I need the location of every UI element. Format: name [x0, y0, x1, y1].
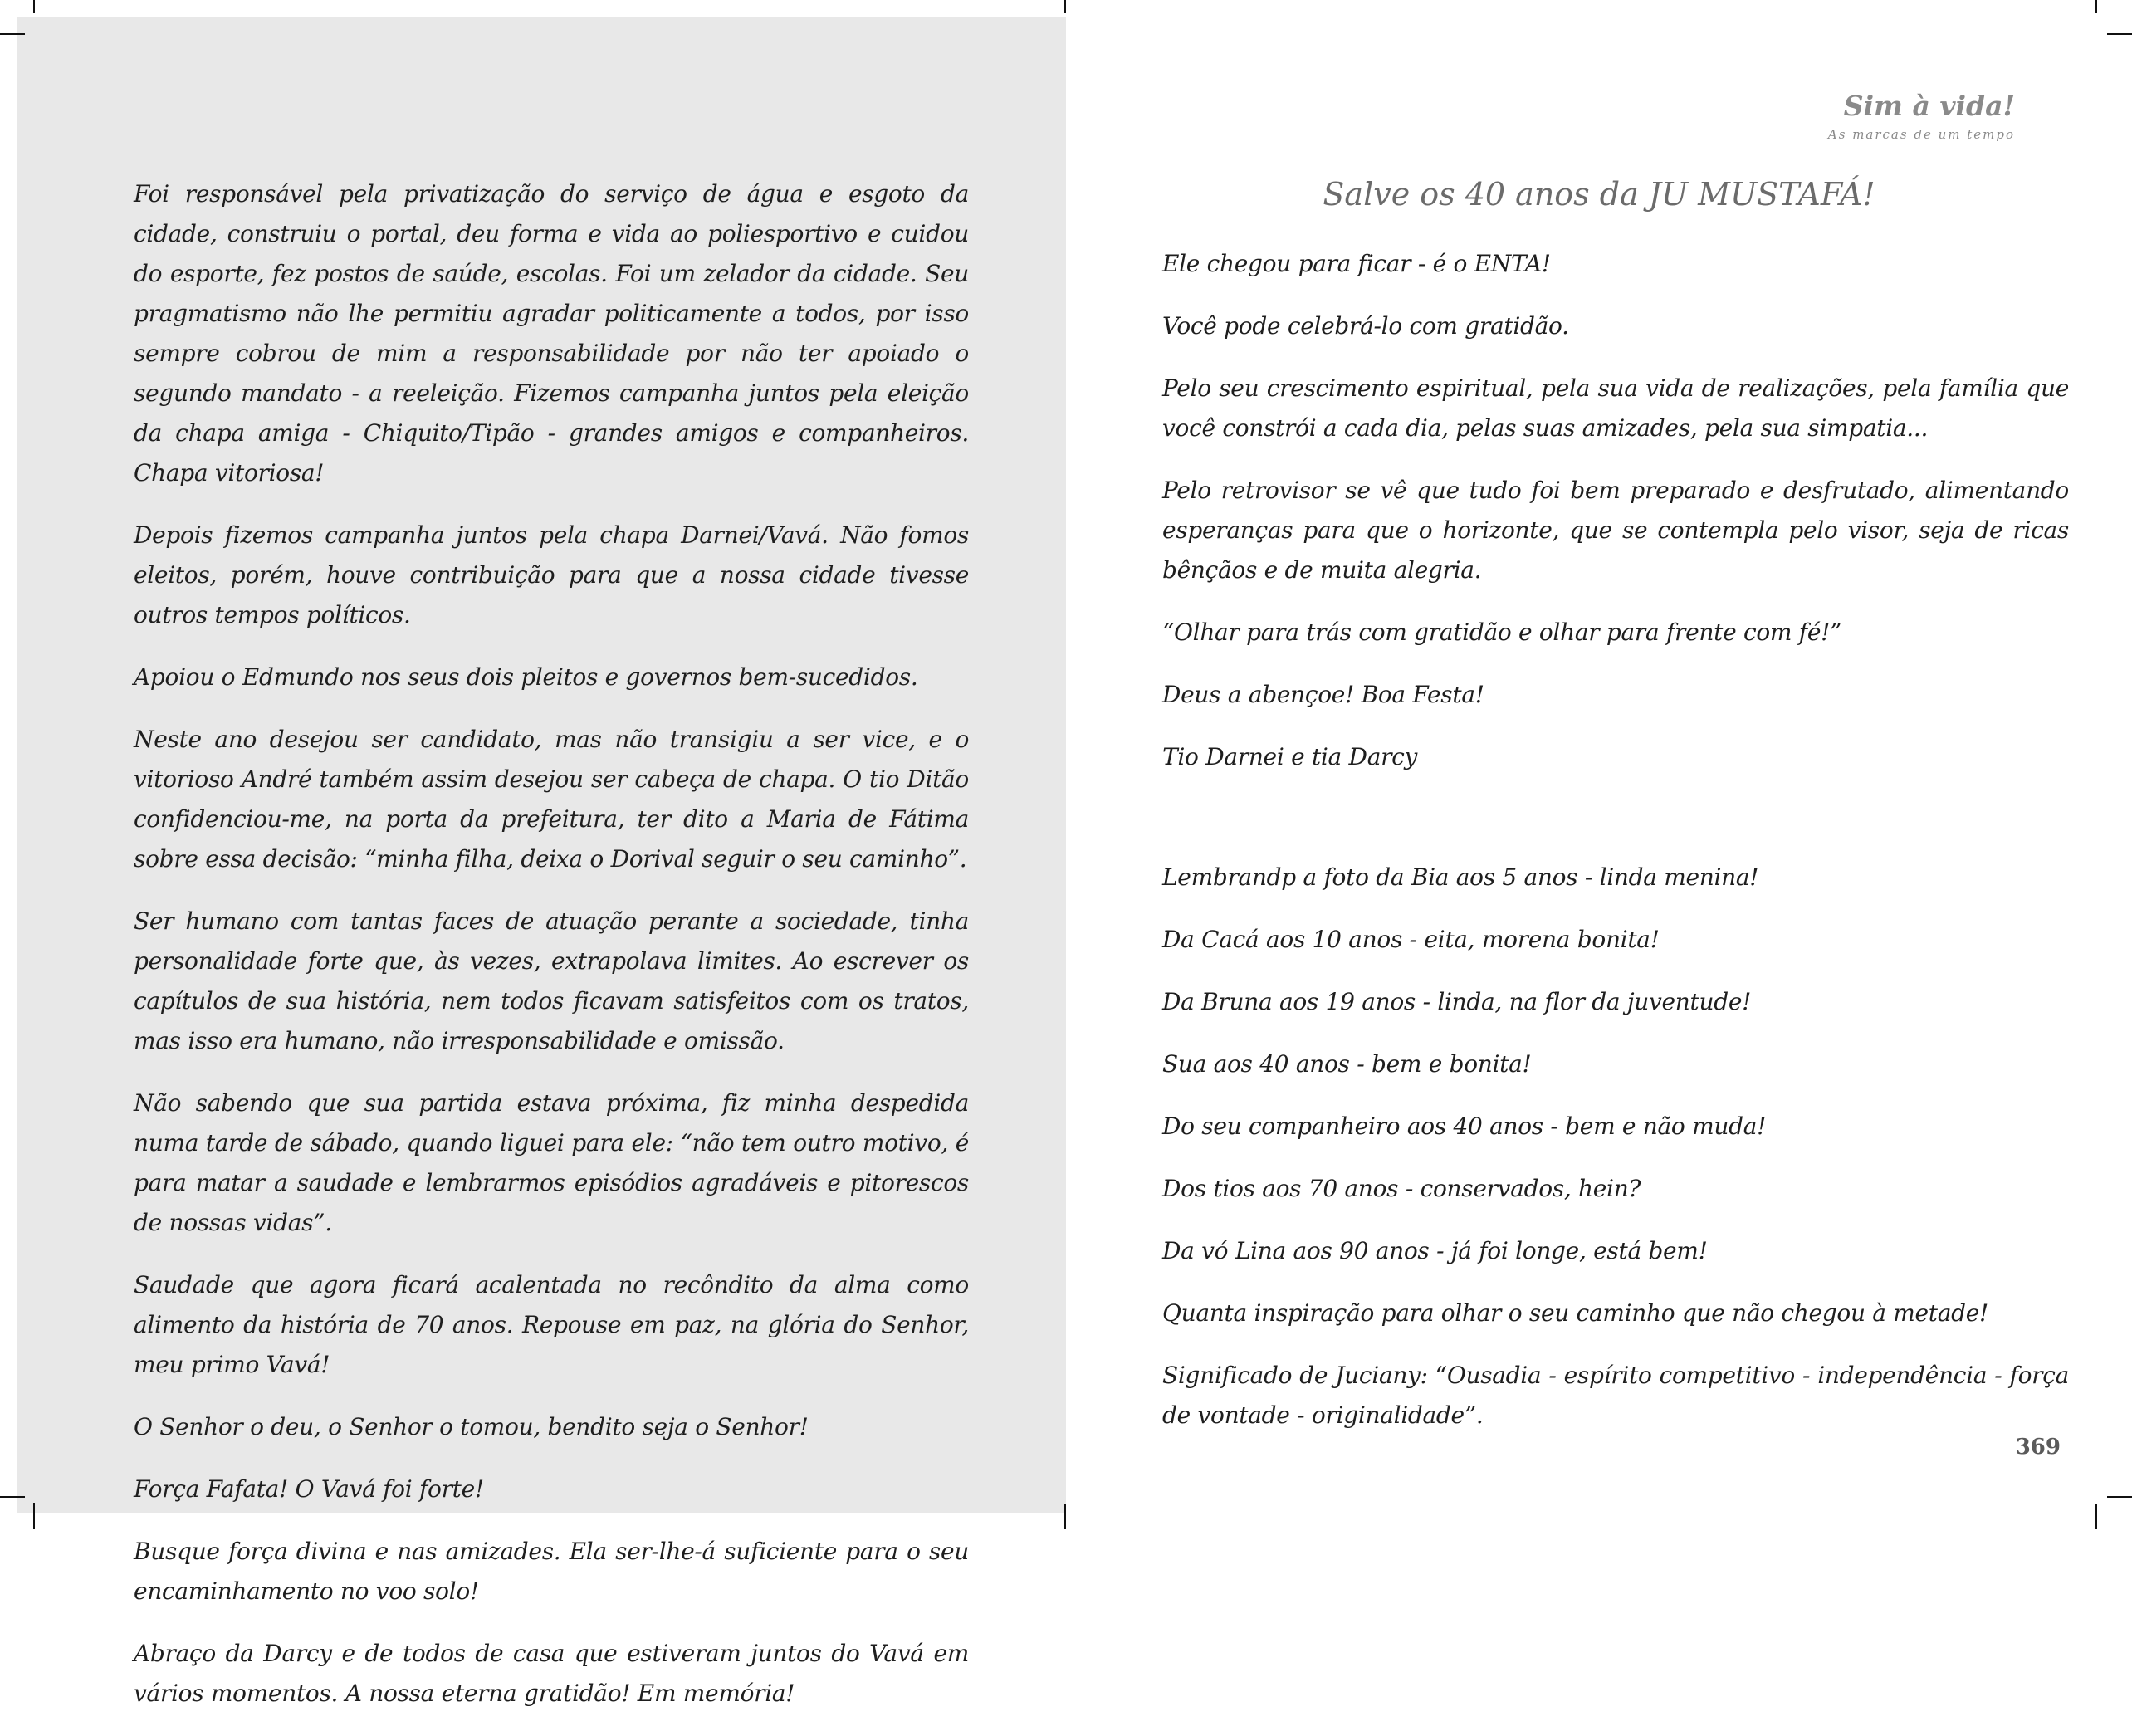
trim-mark [33, 1503, 35, 1529]
paragraph: Depois fizemos campanha juntos pela chapa Darnei/Vavá. Não fomos eleitos, porém, houve contribuição para que a nossa cidade tivesse outros tempos políticos. [134, 521, 969, 628]
paragraph: Busque força divina e nas amizades. Ela ser-lhe-á suficiente para o seu encaminhamento no voo solo! [134, 1538, 969, 1605]
paragraph: Deus a abençoe! Boa Festa! [1162, 681, 1484, 708]
paragraph: Pelo seu crescimento espiritual, pela sua vida de realizações, pela família que você constrói a cada dia, pelas suas amizades, pela sua simpatia... [1162, 374, 2069, 442]
trim-mark [2095, 1504, 2097, 1529]
paragraph: Não sabendo que sua partida estava próxima, fiz minha despedida numa tarde de sábado, quando liguei para ele: “não tem outro motivo, é para matar a saudade e lembrarmos episódios agradáveis e pitorescos de nossas vidas”. [134, 1089, 969, 1236]
paragraph: Da Cacá aos 10 anos - eita, morena bonita! [1162, 926, 1660, 953]
signature-line: Tio Darnei e tia Darcy [1162, 743, 1418, 770]
left-page-body [134, 174, 969, 1736]
paragraph: Lembrandp a foto da Bia aos 5 anos - linda menina! [1162, 863, 1759, 891]
paragraph: Da vó Lina aos 90 anos - já foi longe, está bem! [1162, 1237, 1708, 1264]
paragraph: Dos tios aos 70 anos - conservados, hein? [1162, 1175, 1641, 1202]
section-gap [1162, 800, 2069, 858]
trim-mark [0, 1496, 25, 1498]
right-page [1066, 0, 2132, 1529]
paragraph: Apoiou o Edmundo nos seus dois pleitos e governos bem-sucedidos. [134, 663, 918, 691]
paragraph: O Senhor o deu, o Senhor o tomou, bendito seja o Senhor! [134, 1413, 809, 1440]
paragraph: Saudade que agora ficará acalentada no recôndito da alma como alimento da história de 70 anos. Repouse em paz, na glória do Senhor, meu primo Vavá! [134, 1271, 969, 1378]
paragraph: Força Fafata! O Vavá foi forte! [134, 1475, 484, 1503]
paragraph: Foi responsável pela privatização do serviço de água e esgoto da cidade, construiu o portal, deu forma e vida ao poliesportivo e cuidou do esporte, fez postos de saúde, escolas. Foi um zelador da cidade. Seu pragmatismo não lhe permitiu agradar politicamente a todos, por isso sempre cobrou de mim a responsabilidade por não ter apoiado o segundo mandato - a reeleição. Fizemos campanha juntos pela eleição da chapa amiga - Chiquito/Tipão - grandes amigos e companheiros. Chapa vitoriosa! [134, 180, 969, 487]
paragraph: Ser humano com tantas faces de atuação perante a sociedade, tinha personalidade forte que, às vezes, extrapolava limites. Ao escrever os capítulos de sua história, nem todos ficavam satisfeitos com os tratos, mas isso era humano, não irresponsabilidade e omissão. [134, 907, 969, 1054]
paragraph: Neste ano desejou ser candidato, mas não transigiu a ser vice, e o vitorioso André também assim desejou ser cabeça de chapa. O tio Ditão confidenciou-me, na porta da prefeitura, ter dito a Maria de Fátima sobre essa decisão: “minha filha, deixa o Dorival seguir o seu caminho”. [134, 726, 969, 873]
trim-mark [33, 0, 35, 13]
trim-mark [2095, 0, 2097, 13]
paragraph: “Olhar para trás com gratidão e olhar para frente com fé!” [1162, 619, 1842, 646]
paragraph: Abraço da Darcy e de todos de casa que estiveram juntos do Vavá em vários momentos. A nossa eterna gratidão! Em memória! [134, 1640, 969, 1707]
running-subtitle: As marcas de um tempo [1827, 127, 2015, 142]
paragraph: Você pode celebrá-lo com gratidão. [1162, 312, 1569, 340]
paragraph: Quanta inspiração para olhar o seu caminho que não chegou à metade! [1162, 1299, 1988, 1327]
paragraph: Sua aos 40 anos - bem e bonita! [1162, 1050, 1532, 1078]
running-title: Sim à vida! [1843, 90, 2015, 122]
left-page [0, 0, 1066, 1707]
trim-mark [0, 33, 25, 35]
paragraph: Ele chegou para ficar - é o ENTA! [1162, 250, 1551, 277]
trim-mark [2107, 33, 2132, 35]
poem-title: Salve os 40 anos da JU MUSTAFÁ! [1323, 176, 1875, 213]
paragraph: Do seu companheiro aos 40 anos - bem e não muda! [1162, 1113, 1767, 1140]
paragraph: Pelo retrovisor se vê que tudo foi bem preparado e desfrutado, alimentando esperanças para que o horizonte, que se contempla pelo visor, seja de ricas bênçãos e de muita alegria. [1162, 477, 2069, 584]
paragraph: Significado de Juciany: “Ousadia - espírito competitivo - independência - força de vontade - originalidade”. [1162, 1362, 2069, 1429]
right-page-body [1162, 244, 2069, 1458]
page-number: 369 [2015, 1435, 2061, 1460]
paragraph: Da Bruna aos 19 anos - linda, na flor da juventude! [1162, 988, 1752, 1015]
trim-mark [2107, 1496, 2132, 1498]
